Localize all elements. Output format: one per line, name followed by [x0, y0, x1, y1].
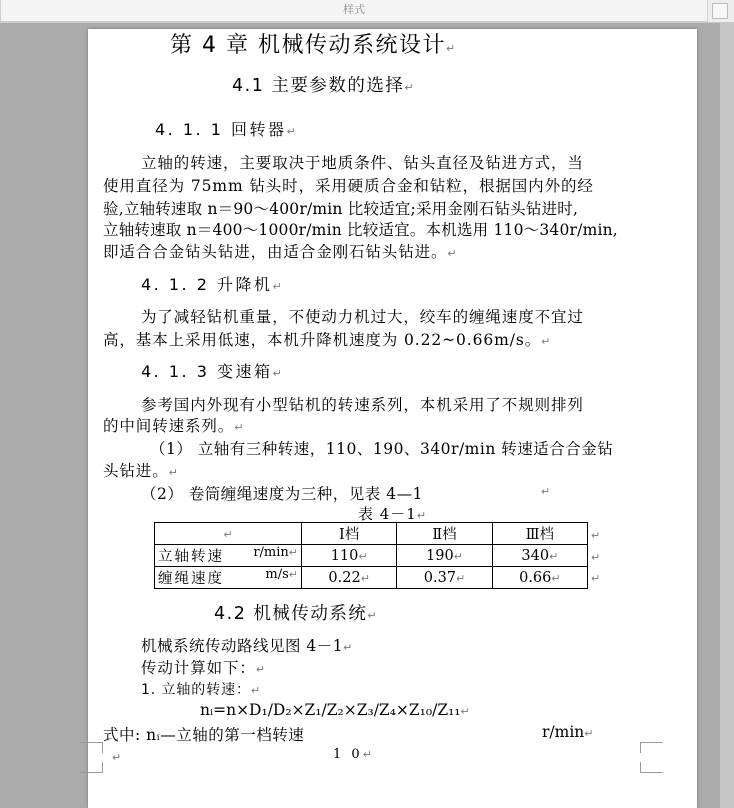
page-number: 1 0↵	[333, 747, 372, 762]
table-row	[155, 567, 588, 589]
row-end-mark: ↵	[591, 572, 601, 585]
table-header-row	[155, 523, 588, 545]
style-toolbar	[0, 0, 734, 23]
paragraph-line: 的中间转速系列。↵	[103, 417, 244, 435]
paragraph-line: 即适合合金钻头钻进，由适合金刚石钻头钻进。↵	[103, 243, 457, 261]
formula-note: 式中: nᵢ—立轴的第一档转速	[103, 726, 305, 744]
table-header-cell: Ⅲ档	[492, 523, 587, 545]
paragraph-mark: ↵	[112, 751, 122, 764]
crop-mark	[80, 762, 103, 773]
table-cell: 0.22↵	[302, 567, 397, 589]
style-tab[interactable]: 样式	[0, 0, 708, 22]
table-header-cell: ↵	[155, 523, 302, 545]
table-row-label: 缠绳速度 m/s↵	[155, 567, 302, 589]
table-header-cell: Ⅱ档	[397, 523, 492, 545]
table-header-cell: Ⅰ档	[302, 523, 397, 545]
crop-mark	[80, 742, 103, 753]
paragraph-line: 传动计算如下：↵	[141, 659, 266, 677]
paragraph-line: 为了减轻钻机重量，不使动力机过大，绞车的缠绳速度不宜过	[141, 308, 584, 326]
table-row-label: 立轴转速 r/min↵	[155, 545, 302, 567]
subsection-heading-4-1-2: 4. 1. 2 升降机↵	[141, 275, 282, 294]
table-cell: 190↵	[397, 545, 492, 567]
paragraph-line: 机械系统传动路线见图 4－1↵	[141, 637, 353, 655]
table-cell: 110↵	[302, 545, 397, 567]
paragraph-mark: ↵	[541, 485, 551, 498]
subsection-heading-4-1-3: 4. 1. 3 变速箱↵	[141, 362, 282, 381]
paragraph-line: 验,立轴转速取 n＝90～400r/min 比较适宜;采用金刚石钻头钻进时,	[103, 200, 579, 218]
subsection-heading-4-1-1: 4. 1. 1 回转器↵	[155, 120, 296, 139]
parameter-table	[154, 522, 588, 589]
paragraph-line: 高，基本上采用低速，本机升降机速度为 0.22~0.66m/s。↵	[103, 331, 551, 349]
section-heading-4-1: 4.1 主要参数的选择↵	[232, 76, 414, 96]
list-item: 头钻进。↵	[103, 462, 178, 480]
paragraph-line: 立轴转速取 n＝400～1000r/min 比较适宜。本机选用 110～340r/min,	[103, 221, 618, 239]
list-item: （1） 立轴有三种转速，110、190、340r/min 转速适合合金钻	[150, 440, 614, 458]
table-cell: 340↵	[492, 545, 587, 567]
formula: nᵢ=n×D₁/D₂×Z₁/Z₂×Z₃/Z₄×Z₁₀/Z₁₁↵	[200, 701, 470, 719]
pane-corner-button[interactable]	[712, 3, 728, 19]
chapter-title: 第 4 章 机械传动系统设计↵	[170, 33, 456, 58]
section-heading-4-2: 4.2 机械传动系统↵	[214, 604, 377, 624]
row-end-mark: ↵	[591, 529, 601, 542]
formula-unit: r/min↵	[542, 723, 594, 741]
paragraph-line: 1. 立轴的转速：↵	[141, 682, 261, 698]
row-end-mark: ↵	[591, 551, 601, 564]
table-row	[155, 545, 588, 567]
crop-mark	[640, 762, 663, 773]
table-cell: 0.66↵	[492, 567, 587, 589]
list-item: （2） 卷筒缠绳速度为三种，见表 4—1	[141, 485, 423, 503]
crop-mark	[640, 742, 663, 753]
table-cell: 0.37↵	[397, 567, 492, 589]
table-caption: 表 4－1↵	[358, 505, 427, 523]
paragraph-line: 参考国内外现有小型钻机的转速系列，本机采用了不规则排列	[141, 396, 584, 414]
vertical-scrollbar[interactable]	[720, 22, 734, 808]
paragraph-line: 立轴的转速，主要取决于地质条件、钻头直径及钻进方式，当	[141, 154, 584, 172]
paragraph-line: 使用直径为 75mm 钻头时，采用硬质合金和钻粒，根据国内外的经	[103, 177, 594, 195]
